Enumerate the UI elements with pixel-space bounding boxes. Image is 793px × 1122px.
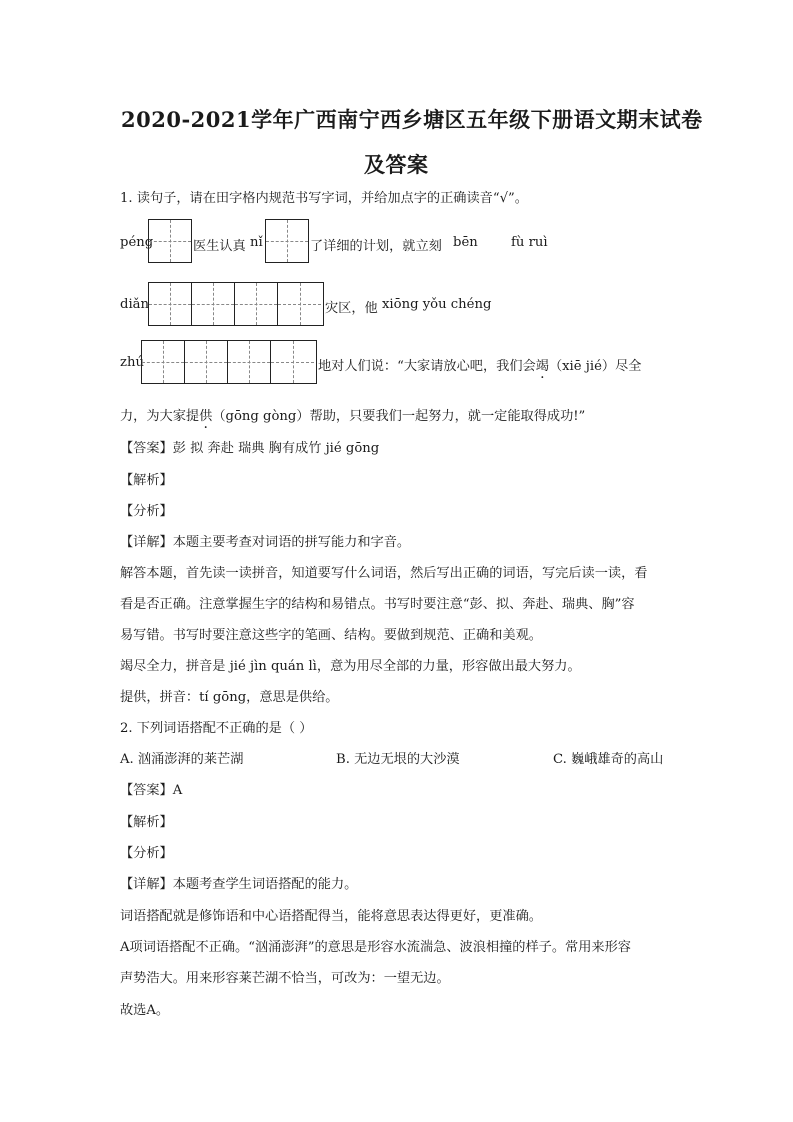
- q2-fenxi-label: 【分析】: [120, 846, 173, 861]
- q1-text-4b: （xiē jié）尽全: [548, 359, 642, 374]
- q2-para-4: 故选A。: [120, 1003, 170, 1018]
- q2-para-1: 词语搭配就是修饰语和中心语搭配得当，能将意思表达得更好，更准确。: [120, 909, 542, 924]
- q1-analysis-label: 【解析】: [120, 473, 173, 488]
- q1-pinyin-dian: diǎn: [120, 297, 150, 312]
- dotted-char-jie: 竭: [535, 359, 549, 374]
- tianzige-grid-4[interactable]: [141, 340, 317, 384]
- q1-para-2: 看是否正确。注意掌握生字的结构和易错点。书写时要注意“彭、拟、奔赴、瑞典、胸”容: [120, 597, 635, 612]
- q1-text-5a: 力，为大家提: [120, 409, 200, 424]
- q1-para-3: 易写错。书写时要注意这些字的笔画、结构。要做到规范、正确和美观。: [120, 628, 542, 643]
- q1-text-1: 医生认真: [193, 239, 246, 254]
- q2-analysis-label: 【解析】: [120, 815, 173, 830]
- q1-pinyin-ben: bēn: [453, 235, 478, 250]
- q1-pinyin-zhu: zhú: [120, 355, 144, 370]
- q1-detail: 【详解】本题主要考查对词语的拼写能力和字音。: [120, 535, 411, 550]
- page-title-line1: 2020-2021学年广西南宁西乡塘区五年级下册语文期末试卷: [121, 107, 703, 132]
- tianzige-grid-3[interactable]: [148, 282, 324, 326]
- q1-text-5b: （gōng gòng）帮助，只要我们一起努力，就一定能取得成功!”: [212, 409, 586, 424]
- q1-text-5: [120, 405, 585, 424]
- dotted-char-gong: 供: [199, 409, 213, 424]
- q1-para-4: 竭尽全力，拼音是 jié jìn quán lì，意为用尽全部的力量，形容做出最大努力。: [120, 659, 581, 674]
- page-title-line2: 及答案: [364, 152, 429, 177]
- q2-option-a: A. 汹涌澎湃的莱芒湖: [120, 752, 244, 767]
- q1-stem: 1. 读句子，请在田字格内规范书写字词，并给加点字的正确读音“√”。: [120, 191, 528, 206]
- q2-option-c: C. 巍峨雄奇的高山: [553, 752, 664, 767]
- q1-text-3: 灾区，他: [325, 301, 378, 316]
- q1-text-4: [318, 355, 641, 374]
- q1-para-5: 提供，拼音：tí gōng，意思是供给。: [120, 690, 339, 705]
- q2-para-3: 声势浩大。用来形容莱芒湖不恰当，可改为：一望无边。: [120, 971, 450, 986]
- q2-option-b: B. 无边无垠的大沙漠: [336, 752, 460, 767]
- q1-pinyin-peng: péng: [120, 235, 154, 250]
- q1-pinyin-furui: fù ruì: [511, 235, 548, 250]
- q1-para-1: 解答本题，首先读一读拼音，知道要写什么词语，然后写出正确的词语，写完后读一读，看: [120, 566, 648, 581]
- q1-pinyin-ni: nǐ: [250, 235, 263, 250]
- tianzige-grid-1[interactable]: [148, 219, 192, 263]
- q2-stem: 2. 下列词语搭配不正确的是（ ）: [120, 721, 313, 736]
- tianzige-grid-2[interactable]: [265, 219, 309, 263]
- q1-answer: 【答案】彭 拟 奔赴 瑞典 胸有成竹 jié gōng: [120, 441, 380, 456]
- q1-text-2: 了详细的计划，就立刻: [310, 239, 442, 254]
- q2-detail: 【详解】本题考查学生词语搭配的能力。: [120, 877, 358, 892]
- q2-answer: 【答案】A: [120, 783, 183, 798]
- q2-para-2: A项词语搭配不正确。“汹涌澎湃”的意思是形容水流湍急、波浪相撞的样子。常用来形容: [120, 940, 631, 955]
- q1-pinyin-xiongyoucheng: xiōng yǒu chéng: [382, 297, 492, 312]
- q1-fenxi-label: 【分析】: [120, 504, 173, 519]
- q1-text-4a: 地对人们说：“大家请放心吧，我们会: [318, 359, 536, 374]
